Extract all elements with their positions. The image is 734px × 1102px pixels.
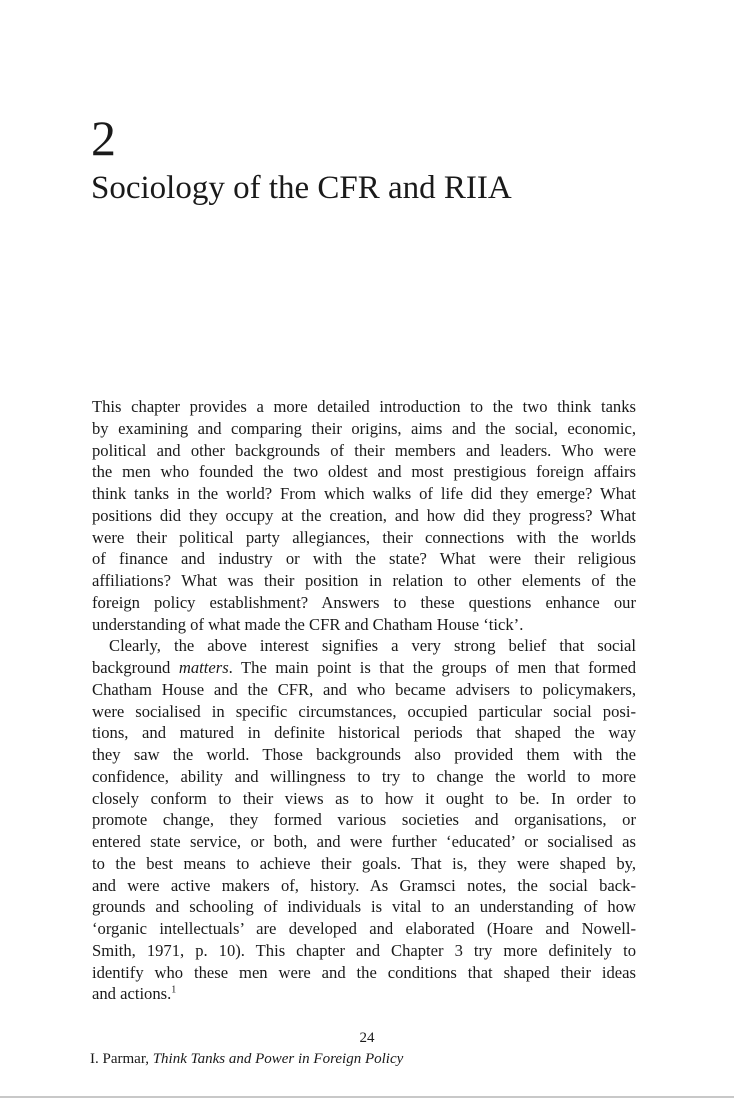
footer-book-title: Think Tanks and Power in Foreign Policy xyxy=(152,1051,404,1067)
text-line: by examining and comparing their origins, aims and the social, economic, xyxy=(92,418,636,438)
emphasis-matters: matters xyxy=(178,658,229,677)
text-line: political and other backgrounds of their members and leaders. Who were xyxy=(92,440,636,460)
footer-author: I. Parmar, xyxy=(90,1051,153,1067)
text-line xyxy=(92,983,636,1005)
text-line: understanding of what made the CFR and Chatham House ‘tick’. xyxy=(92,614,524,634)
text-line: foreign policy establishment? Answers to these questions enhance our xyxy=(92,592,636,612)
paragraph-2 xyxy=(92,635,636,1005)
text-line: they saw the world. Those backgrounds also provided them with the xyxy=(92,745,636,764)
text-line: to the best means to achieve their goals. That is, they were shaped by, xyxy=(92,853,636,873)
text-line: affiliations? What was their position in relation to other elements of the xyxy=(92,571,636,590)
text-line: tions, and matured in definite historical periods that shaped the way xyxy=(92,723,636,743)
text-fragment: and actions. xyxy=(92,984,172,1004)
text-line: ‘organic intellectuals’ are developed and elaborated (Hoare and Nowell- xyxy=(92,919,636,938)
text-line: Clearly, the above interest signifies a very strong belief that social xyxy=(109,636,636,656)
footer-credit xyxy=(90,1049,403,1069)
text-line: Smith, 1971, p. 10). This chapter and Chapter 3 try more definitely to xyxy=(92,940,636,960)
chapter-title: Sociology of the CFR and RIIA xyxy=(91,170,512,206)
text-fragment: . The main point is that the groups of men that formed xyxy=(228,658,637,677)
text-line: and were active makers of, history. As Gramsci notes, the social back- xyxy=(92,875,636,895)
chapter-number: 2 xyxy=(91,110,116,166)
paragraph-1 xyxy=(92,396,636,635)
text-line: of finance and industry or with the state? What were their religious xyxy=(92,549,636,569)
text-line: think tanks in the world? From which walks of life did they emerge? What xyxy=(92,484,636,503)
body-text xyxy=(92,396,636,1005)
text-line: grounds and schooling of individuals is vital to an understanding of how xyxy=(92,897,636,917)
bottom-divider xyxy=(0,1096,734,1098)
page-number: 24 xyxy=(359,1030,375,1046)
text-line: entered state service, or both, and were further ‘educated’ or socialised as xyxy=(92,832,636,851)
text-line xyxy=(92,657,636,679)
text-line: identify who these men were and the conditions that shaped their ideas xyxy=(92,962,636,982)
text-line: the men who founded the two oldest and most prestigious foreign affairs xyxy=(92,462,636,482)
text-line: Chatham House and the CFR, and who became advisers to policymakers, xyxy=(92,679,636,699)
footnote-reference: 1 xyxy=(171,984,177,996)
text-line: closely conform to their views as to how it ought to be. In order to xyxy=(92,788,636,808)
text-line: This chapter provides a more detailed introduction to the two think tanks xyxy=(92,397,636,416)
text-fragment: background xyxy=(92,658,179,677)
text-line: positions did they occupy at the creation, and how did they progress? What xyxy=(92,505,636,525)
text-line: were socialised in specific circumstances, occupied particular social posi- xyxy=(92,701,636,721)
text-line: promote change, they formed various societies and organisations, or xyxy=(92,810,636,830)
text-line: were their political party allegiances, their connections with the worlds xyxy=(92,527,636,547)
text-line: confidence, ability and willingness to try to change the world to more xyxy=(92,766,636,786)
